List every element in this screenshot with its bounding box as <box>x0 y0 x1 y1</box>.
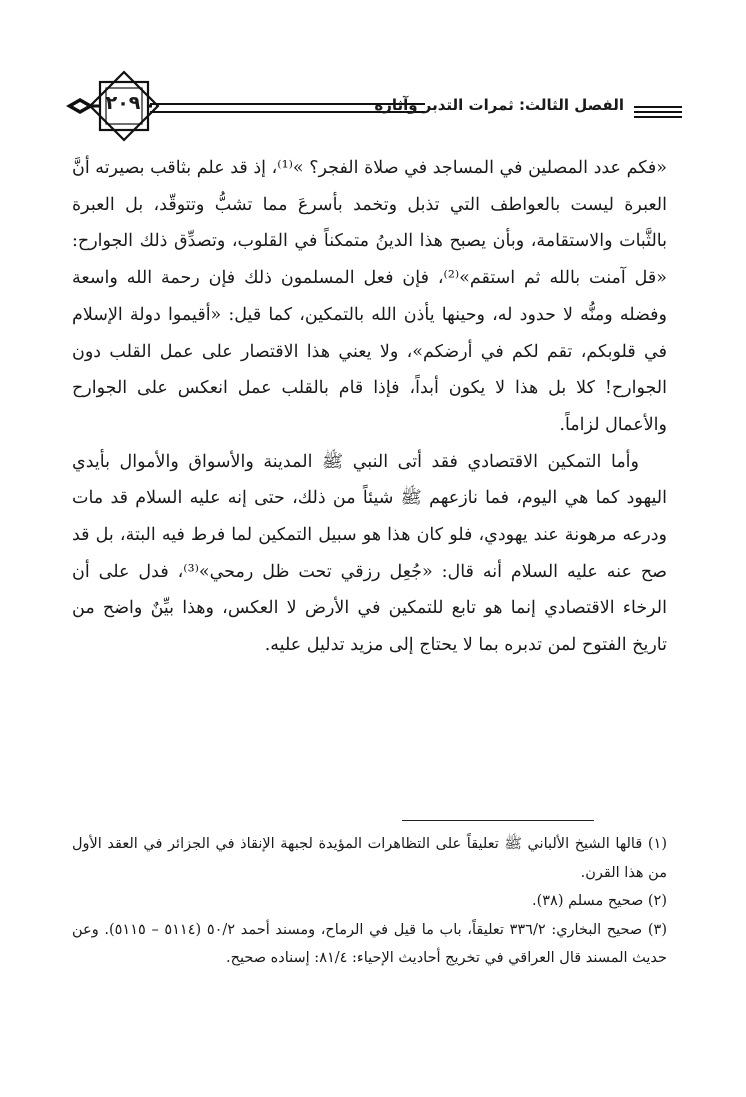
footnote: (٣) صحيح البخاري: ٣٣٦/٢ تعليقاً، باب ما قيل في الرماح، ومسند أحمد ٥٠/٢ (٥١١٤ – ٥١١٥). وعن حديث المسند قال العراقي في تخريج أحاديث الإحياء: ٨١/٤: إسناده صحيح. <box>72 921 667 966</box>
chapter-title: الفصل الثالث: ثمرات التدبر وآثاره <box>374 96 624 114</box>
page-header <box>0 70 746 150</box>
page-number: ٢٠٩ <box>105 92 141 114</box>
title-decoration <box>634 106 682 121</box>
paragraph: «فكم عدد المصلين في المساجد في صلاة الفجر؟ »⁽¹⁾، إذ قد علم بثاقب بصيرته أنَّ العبرة ليست بالعواطف التي تذبل وتخمد بأسرعَ مما تشبُّ وتتوقّد، بل العبرة بالثَّبات والاستقامة، وبأن يصبح هذا الدينُ متمكناً في القلوب، وتصدِّق ذلك الجوارح: «قل آمنت بالله ثم استقم»⁽²⁾، فإن فعل المسلمون ذلك فإن رحمة الله واسعة وفضله ومنُّه لا حدود له، وحينها يأذن الله بالتمكين، كما قيل: «أقيموا دولة الإسلام في قلوبكم، تقم لكم في أرضكم»، ولا يعني هذا الاقتصار على عمل القلب دون الجوارح! كلا بل هذا لا يكون أبداً، فإذا قام بالقلب عمل انعكس على الجوارح والأعمال لزاماً. <box>72 158 668 435</box>
paragraph: وأما التمكين الاقتصادي فقد أتى النبي ﷺ المدينة والأسواق والأموال بأيدي اليهود كما هي اليوم، فما نازعهم ﷺ شيئاً من ذلك، حتى إنه عليه السلام قد مات ودرعه مرهونة عند يهودي، فلو كان هذا هو سبيل التمكين لما فرط فيه البتة، بل قد صح عنه عليه السلام أنه قال: «جُعِل رزقي تحت ظل رمحي»⁽³⁾، فدل على أن الرخاء الاقتصادي إنما هو تابع للتمكين في الأرض لا العكس، وهذا بيِّنٌ واضح من تاريخ الفتوح لمن تدبره بما لا يحتاج إلى مزيد تدليل عليه. <box>72 451 667 656</box>
footnotes <box>72 830 667 973</box>
footnote: (١) قالها الشيخ الألباني ﷺ تعليقاً على التظاهرات المؤيدة لجبهة الإنقاذ في الجزائر في العقد الأول من هذا القرن. <box>72 836 667 881</box>
footnote: (٢) صحيح مسلم (٣٨). <box>531 893 667 909</box>
body-text <box>72 150 667 664</box>
footnote-divider <box>402 820 594 821</box>
